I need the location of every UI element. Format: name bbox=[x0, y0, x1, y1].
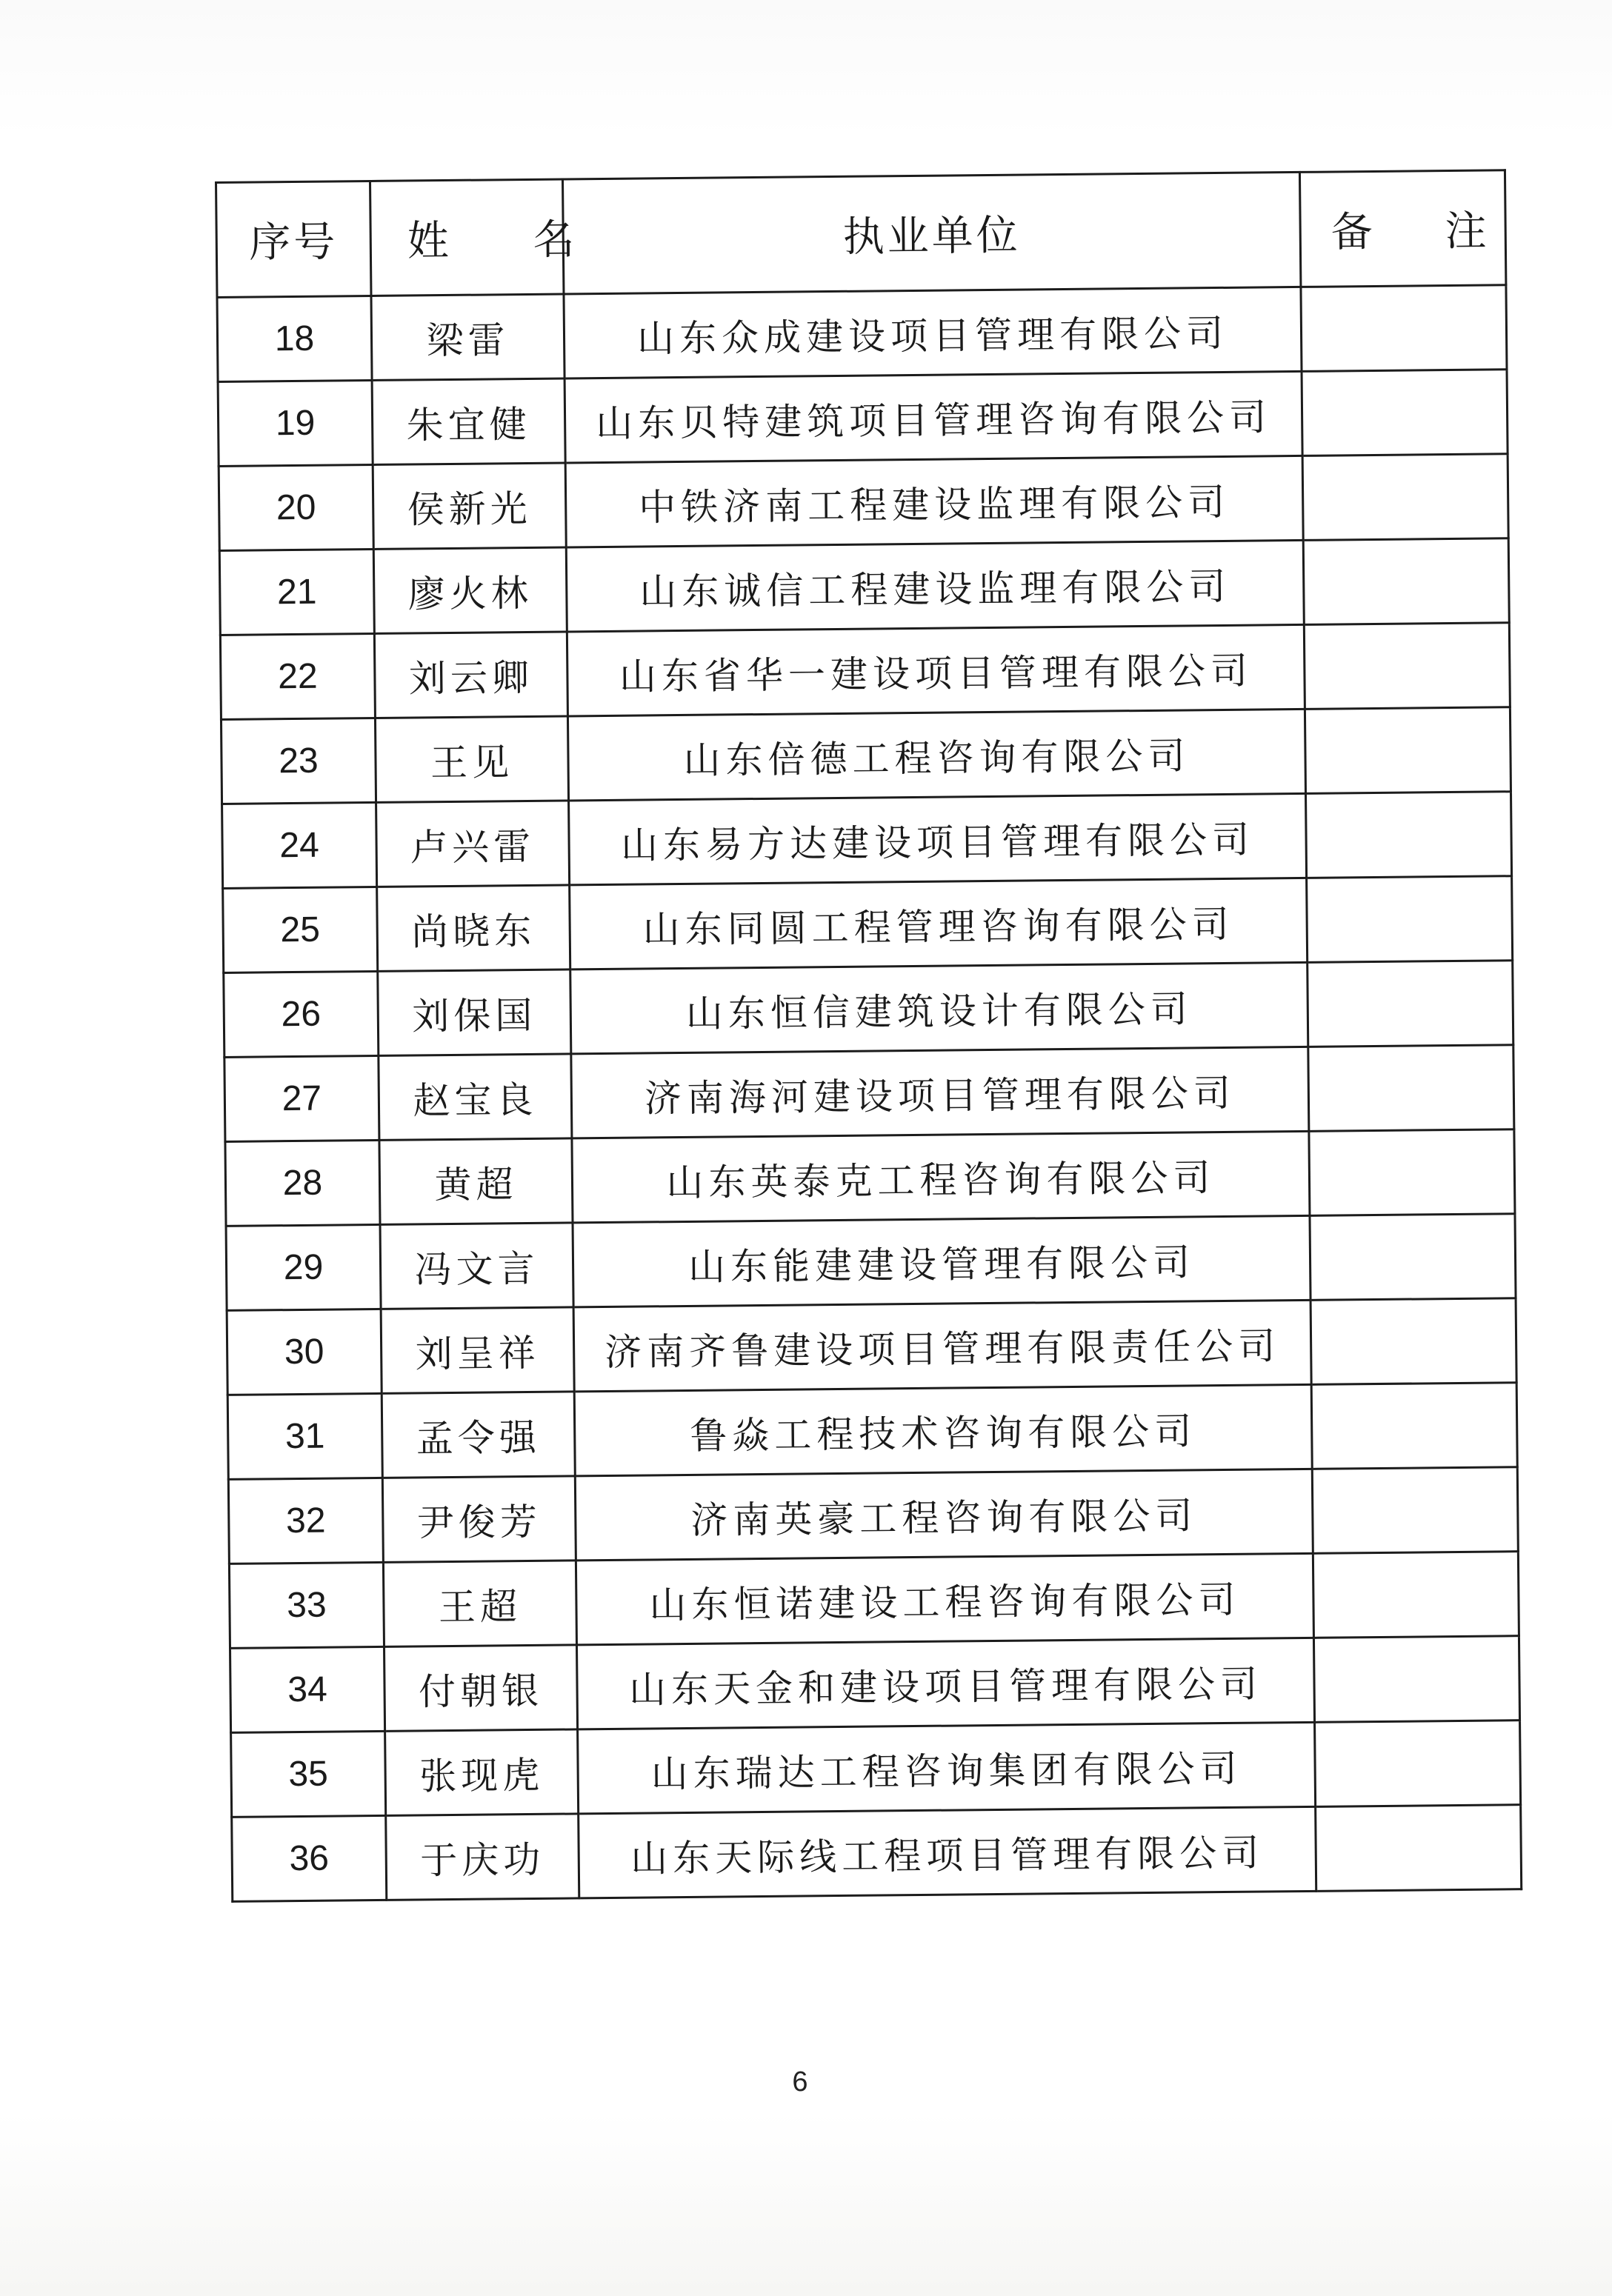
table-row bbox=[224, 961, 1513, 1058]
cell-name: 卢兴雷 bbox=[376, 801, 570, 887]
cell-name: 刘保国 bbox=[378, 970, 571, 1055]
cell-no: 29 bbox=[226, 1224, 381, 1310]
cell-unit: 山东贝特建筑项目管理咨询有限公司 bbox=[564, 371, 1302, 463]
cell-note bbox=[1306, 792, 1512, 878]
cell-unit: 山东众成建设项目管理有限公司 bbox=[564, 287, 1302, 378]
cell-name: 侯新光 bbox=[373, 463, 566, 549]
cell-name: 孟令强 bbox=[382, 1392, 575, 1478]
cell-note bbox=[1311, 1383, 1517, 1469]
cell-note bbox=[1310, 1214, 1516, 1301]
roster-table bbox=[215, 169, 1522, 1903]
cell-unit: 山东恒信建筑设计有限公司 bbox=[570, 962, 1308, 1054]
cell-no: 26 bbox=[224, 971, 379, 1057]
table-row bbox=[218, 370, 1508, 467]
cell-no: 32 bbox=[228, 1478, 383, 1564]
cell-note bbox=[1308, 1045, 1514, 1132]
table-row bbox=[225, 1129, 1515, 1227]
cell-unit: 山东同圆工程管理咨询有限公司 bbox=[570, 878, 1308, 970]
cell-note bbox=[1313, 1636, 1519, 1723]
cell-note bbox=[1310, 1298, 1516, 1385]
cell-note bbox=[1315, 1721, 1521, 1807]
cell-unit: 济南英豪工程咨询有限公司 bbox=[575, 1469, 1313, 1561]
cell-unit: 山东诚信工程建设监理有限公司 bbox=[566, 540, 1304, 632]
cell-name: 王见 bbox=[375, 716, 568, 802]
cell-no: 22 bbox=[220, 633, 375, 719]
cell-note bbox=[1302, 370, 1508, 456]
cell-note bbox=[1301, 285, 1507, 372]
cell-no: 20 bbox=[219, 464, 373, 550]
cell-unit: 山东英泰克工程咨询有限公司 bbox=[572, 1131, 1310, 1223]
cell-unit: 山东倍德工程咨询有限公司 bbox=[567, 709, 1305, 801]
cell-note bbox=[1313, 1552, 1519, 1638]
cell-note bbox=[1303, 538, 1509, 625]
table-row bbox=[220, 623, 1510, 720]
cell-name: 黄超 bbox=[379, 1138, 573, 1224]
cell-no: 25 bbox=[223, 887, 378, 972]
cell-name: 廖火林 bbox=[373, 547, 567, 633]
cell-note bbox=[1312, 1467, 1518, 1554]
table-row bbox=[221, 707, 1511, 804]
cell-unit: 山东恒诺建设工程咨询有限公司 bbox=[576, 1553, 1313, 1645]
cell-unit: 中铁济南工程建设监理有限公司 bbox=[565, 455, 1303, 547]
cell-note bbox=[1302, 454, 1508, 541]
table-row bbox=[217, 285, 1507, 382]
cell-unit: 济南齐鲁建设项目管理有限责任公司 bbox=[573, 1300, 1311, 1392]
cell-name: 张现虎 bbox=[385, 1729, 579, 1815]
cell-unit: 山东能建建设管理有限公司 bbox=[573, 1215, 1310, 1307]
cell-note bbox=[1316, 1805, 1522, 1892]
cell-no: 23 bbox=[221, 718, 376, 804]
cell-unit: 山东易方达建设项目管理有限公司 bbox=[569, 793, 1307, 885]
cell-name: 冯文言 bbox=[380, 1223, 573, 1309]
table-row bbox=[231, 1721, 1521, 1818]
table-row bbox=[224, 1045, 1514, 1142]
cell-name: 王超 bbox=[383, 1561, 576, 1646]
cell-unit: 山东省华一建设项目管理有限公司 bbox=[567, 624, 1305, 716]
cell-no: 31 bbox=[227, 1393, 382, 1479]
cell-no: 19 bbox=[218, 380, 373, 466]
table-row bbox=[226, 1214, 1516, 1311]
cell-no: 30 bbox=[227, 1309, 382, 1395]
cell-unit: 山东瑞达工程咨询集团有限公司 bbox=[578, 1722, 1316, 1814]
cell-no: 36 bbox=[232, 1815, 387, 1901]
cell-name: 刘云卿 bbox=[374, 632, 567, 718]
cell-name: 尚晓东 bbox=[377, 885, 570, 971]
cell-unit: 山东天际线工程项目管理有限公司 bbox=[579, 1806, 1316, 1898]
cell-name: 朱宜健 bbox=[372, 378, 565, 464]
cell-no: 24 bbox=[222, 802, 377, 888]
cell-no: 21 bbox=[219, 549, 374, 635]
header-name: 姓 名 bbox=[370, 179, 564, 296]
cell-note bbox=[1307, 876, 1513, 963]
cell-no: 18 bbox=[217, 296, 372, 381]
table-header-row bbox=[216, 170, 1506, 298]
cell-note bbox=[1309, 1129, 1515, 1216]
cell-name: 赵宝良 bbox=[379, 1054, 572, 1140]
cell-no: 27 bbox=[224, 1055, 379, 1141]
cell-name: 梁雷 bbox=[371, 294, 564, 380]
cell-note bbox=[1305, 707, 1511, 794]
cell-note bbox=[1304, 623, 1510, 710]
table-body bbox=[217, 285, 1522, 1902]
cell-no: 34 bbox=[230, 1646, 385, 1732]
cell-no: 33 bbox=[229, 1562, 384, 1648]
cell-name: 付朝银 bbox=[384, 1645, 578, 1731]
cell-unit: 鲁焱工程技术咨询有限公司 bbox=[574, 1384, 1312, 1476]
cell-name: 于庆功 bbox=[386, 1814, 579, 1900]
cell-unit: 济南海河建设项目管理有限公司 bbox=[571, 1047, 1309, 1138]
header-note: 备 注 bbox=[1299, 170, 1505, 287]
cell-unit: 山东天金和建设项目管理有限公司 bbox=[576, 1638, 1314, 1729]
table-row bbox=[228, 1467, 1518, 1564]
table-row bbox=[229, 1552, 1519, 1649]
header-unit: 执业单位 bbox=[562, 172, 1300, 294]
table-row bbox=[223, 876, 1513, 973]
table-row bbox=[230, 1636, 1520, 1733]
cell-no: 35 bbox=[231, 1731, 386, 1817]
cell-note bbox=[1308, 961, 1513, 1047]
table-row bbox=[219, 454, 1508, 551]
table-row bbox=[227, 1383, 1517, 1480]
cell-name: 刘呈祥 bbox=[381, 1307, 574, 1393]
page-number: 6 bbox=[792, 2066, 808, 2098]
header-no: 序号 bbox=[216, 181, 371, 297]
cell-no: 28 bbox=[225, 1140, 380, 1226]
table-row bbox=[222, 792, 1512, 889]
table-row bbox=[227, 1298, 1516, 1395]
cell-name: 尹俊芳 bbox=[382, 1476, 576, 1562]
table-row bbox=[219, 538, 1509, 635]
table-row bbox=[232, 1805, 1522, 1902]
